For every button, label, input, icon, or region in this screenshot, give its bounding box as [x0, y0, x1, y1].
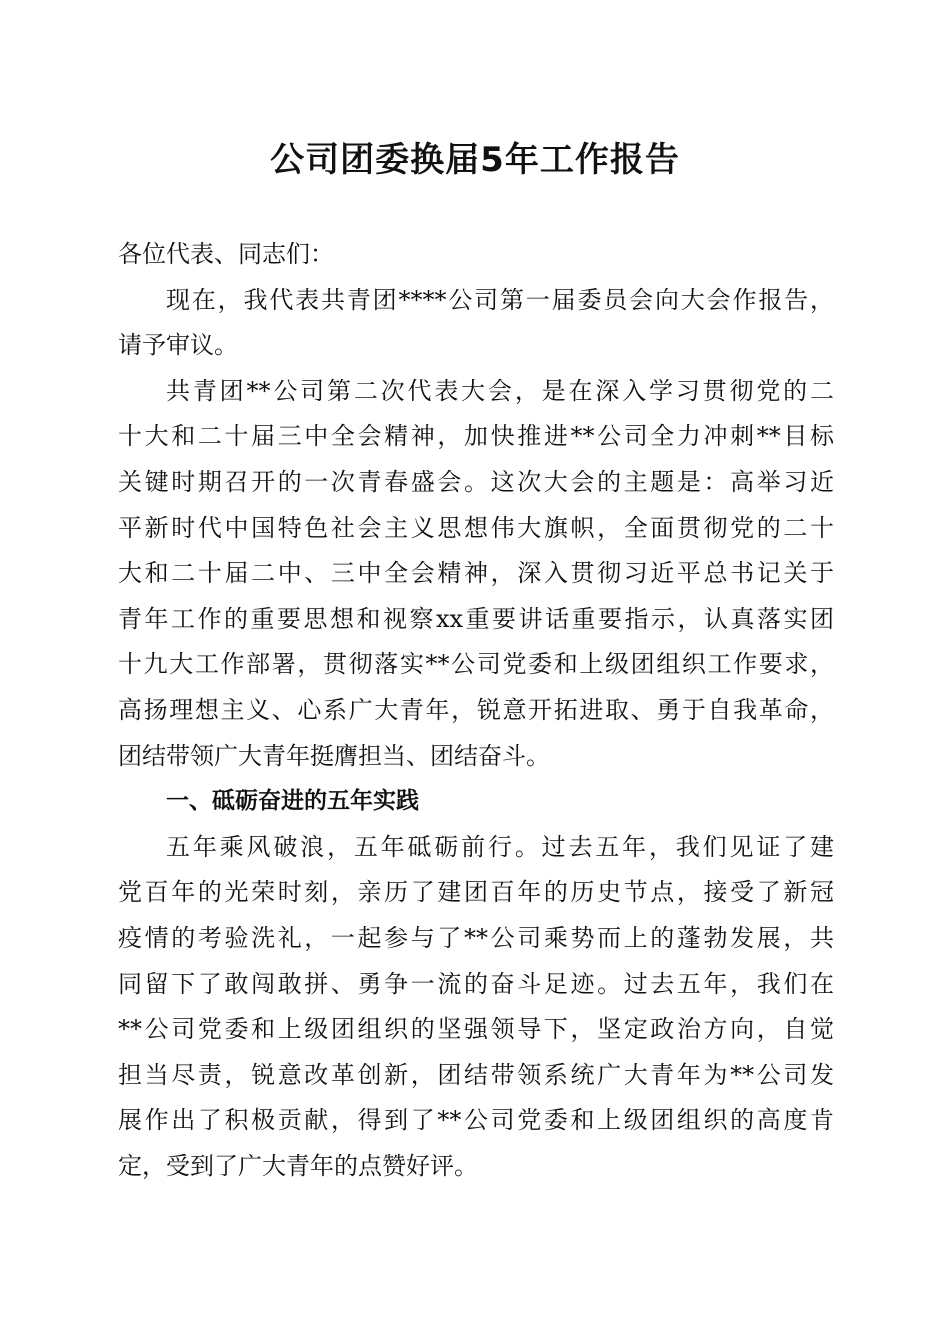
- document-body: [118, 232, 834, 1189]
- paragraph-line: 担当尽责，锐意改革创新，团结带领系统广大青年为**公司发: [118, 1060, 834, 1089]
- document-title: 公司团委换届5年工作报告: [270, 140, 680, 180]
- paragraph-line: 关键时期召开的一次青春盛会。这次大会的主题是：高举习近: [118, 467, 834, 496]
- paragraph-2: [118, 369, 834, 779]
- paragraph-line: 党百年的光荣时刻，亲历了建团百年的历史节点，接受了新冠: [118, 878, 834, 907]
- paragraph-line: 疫情的考验洗礼，一起参与了**公司乘势而上的蓬勃发展，共: [118, 923, 834, 952]
- paragraph-line: 展作出了积极贡献，得到了**公司党委和上级团组织的高度肯: [118, 1106, 834, 1135]
- paragraph-line: 同留下了敢闯敢拼、勇争一流的奋斗足迹。过去五年，我们在: [118, 969, 834, 998]
- paragraph-line: 现在，我代表共青团****公司第一届委员会向大会作报告，: [166, 285, 834, 314]
- paragraph-line: 十九大工作部署，贯彻落实**公司党委和上级团组织工作要求，: [118, 650, 834, 679]
- paragraph-line: 青年工作的重要思想和视察xx重要讲话重要指示，认真落实团: [118, 604, 834, 633]
- paragraph-line: 平新时代中国特色社会主义思想伟大旗帜，全面贯彻党的二十: [118, 513, 834, 542]
- salutation: 各位代表、同志们：: [118, 240, 334, 268]
- paragraph-line: 十大和二十届三中全会精神，加快推进**公司全力冲刺**目标: [118, 422, 834, 451]
- paragraph-line: 五年乘风破浪，五年砥砺前行。过去五年，我们见证了建: [166, 832, 834, 861]
- paragraph-1: [118, 278, 834, 369]
- section-heading: 一、砥砺奋进的五年实践: [166, 788, 419, 815]
- paragraph-line: 共青团**公司第二次代表大会，是在深入学习贯彻党的二: [166, 376, 834, 405]
- paragraph-line: 定，受到了广大青年的点赞好评。: [118, 1151, 478, 1180]
- paragraph-line: 大和二十届二中、三中全会精神，深入贯彻习近平总书记关于: [118, 559, 834, 588]
- paragraph-line: **公司党委和上级团组织的坚强领导下，坚定政治方向，自觉: [118, 1015, 834, 1044]
- paragraph-line: 高扬理想主义、心系广大青年，锐意开拓进取、勇于自我革命，: [118, 695, 834, 724]
- paragraph-line: 团结带领广大青年挺膺担当、团结奋斗。: [118, 741, 550, 770]
- paragraph-3: [118, 825, 834, 1190]
- paragraph-line: 请予审议。: [118, 331, 238, 360]
